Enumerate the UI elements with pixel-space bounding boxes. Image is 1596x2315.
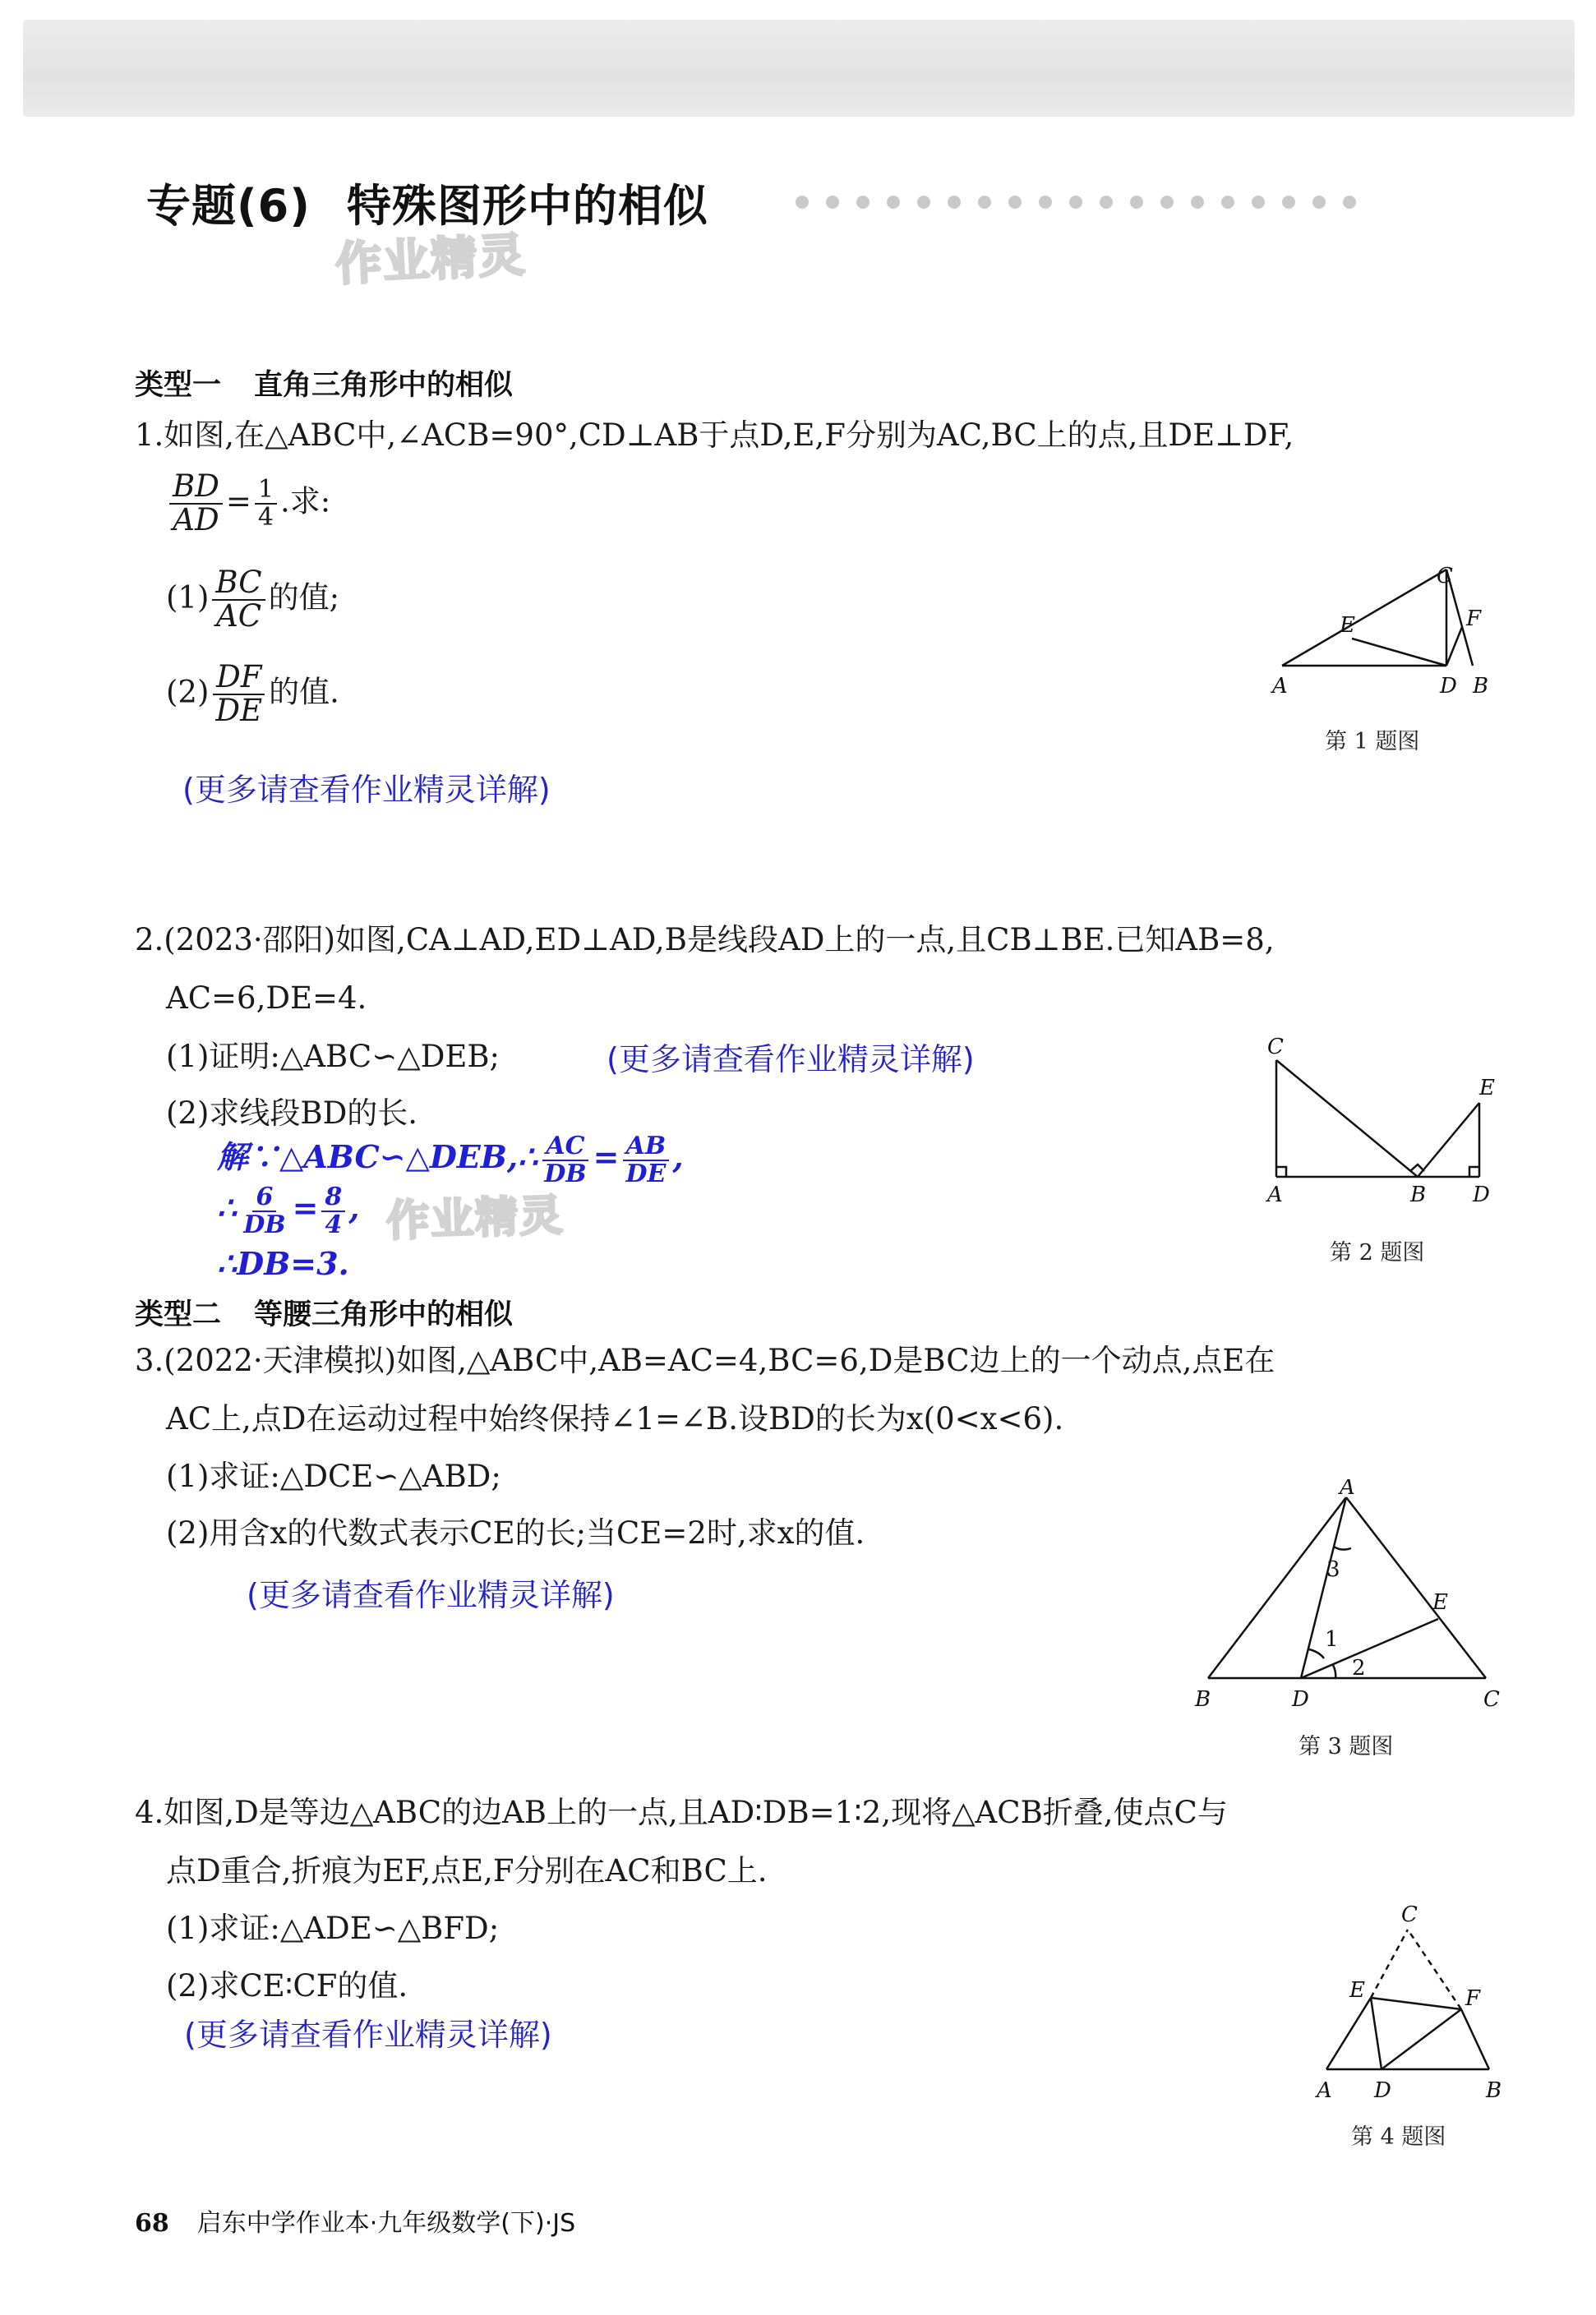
svg-text:A: A [1272,674,1288,699]
fig3-segment-de [1301,1619,1438,1678]
watermark-logo: 作业精灵 [334,228,528,293]
q2-statement-line1: 2.(2023·邵阳)如图,CA⊥AD,ED⊥AD,B是线段AD上的一点,且CB⊥BE.已知AB=8, [135,922,1275,957]
q3-part2: (2)用含x的代数式表示CE的长;当CE=2时,求x的值. [166,1515,865,1551]
svg-text:1: 1 [1325,1627,1339,1652]
svg-text:B: B [1410,1183,1427,1207]
fig3-angle-arc-3 [1334,1547,1351,1550]
book-title: 启东中学作业本·九年级数学(下)·JS [196,2209,576,2238]
q3-statement-line2: AC上,点D在运动过程中始终保持∠1=∠B.设BD的长为x(0<x<6). [166,1401,1064,1436]
q2-more-link[interactable]: (更多请查看作业精灵详解) [607,1041,975,1077]
type1-heading [135,362,513,404]
fig4-side-ae [1326,1998,1371,2069]
q4-statement-line2: 点D重合,折痕为EF,点E,F分别在AC和BC上. [166,1853,768,1888]
svg-text:D: D [1473,1183,1490,1207]
q3-part1: (1)求证:△DCE∽△ABD; [166,1459,501,1494]
svg-text:F: F [1466,606,1482,631]
figure-4 [1298,1898,1529,2104]
figure-3 [1183,1479,1512,1718]
q2-solution-line1: 解∵△ABC∽△DEB,∴ $\frac{AC}{DB}$ = $\frac{AB}{DE}$ , [217,1132,684,1188]
page-number: 68 [135,2209,169,2238]
svg-text:3: 3 [1326,1557,1340,1582]
page-footer [135,2202,575,2239]
fig1-segment-df [1446,627,1462,666]
figure-2 [1249,1035,1512,1216]
title-dots-decoration [796,196,1356,209]
fig4-segment-fd [1382,2009,1461,2069]
svg-text:C: C [1401,1902,1418,1927]
q3-statement-line1: 3.(2022·天津模拟)如图,△ABC中,AB=AC=4,BC=6,D是BC边上的一个动点,点E在 [135,1343,1275,1378]
svg-text:D: D [1292,1687,1309,1712]
svg-text:C: C [1483,1687,1500,1712]
svg-text:A: A [1340,1479,1355,1500]
type1-label: 类型一 [135,369,222,402]
fig2-right-angle-a [1276,1167,1286,1177]
title-main: 特殊图形中的相似 [346,180,708,232]
fig3-side-ac [1346,1497,1486,1678]
svg-text:F: F [1465,1986,1481,2011]
svg-text:E: E [1432,1590,1448,1615]
fig3-angle-arc-2 [1333,1665,1335,1678]
fig3-angle-arc-1 [1309,1649,1324,1658]
q2-solution-line3: ∴DB=3. [217,1245,349,1282]
figure-2-caption: 第 2 题图 [1330,1240,1425,1266]
q1-statement: 1.如图,在△ABC中,∠ACB=90°,CD⊥AB于点D,E,F分别为AC,BC上的点,且DE⊥DF, [135,417,1294,453]
fig4-fold-crease-ef [1371,1998,1461,2009]
svg-text:A: A [1317,2078,1332,2103]
svg-text:2: 2 [1352,1656,1366,1681]
svg-text:E: E [1340,613,1355,638]
fig1-segment-de [1352,639,1446,666]
q1-part2: (2) $\frac{DF}{DE}$ 的值. [166,659,339,728]
q3-more-link[interactable]: (更多请查看作业精灵详解) [247,1577,615,1613]
type1-title: 直角三角形中的相似 [254,369,514,402]
q4-more-link[interactable]: (更多请查看作业精灵详解) [184,2017,552,2053]
q4-statement-line1: 4.如图,D是等边△ABC的边AB上的一点,且AD∶DB=1∶2,现将△ACB折叠,使点C与 [135,1795,1228,1830]
fig4-side-bf [1461,2009,1489,2069]
q1-more-link[interactable]: (更多请查看作业精灵详解) [182,772,551,808]
q2-statement-line2: AC=6,DE=4. [166,980,367,1016]
svg-text:C: C [1437,564,1453,588]
svg-text:B: B [1195,1687,1211,1712]
fig2-segment-cb [1276,1060,1418,1177]
q1-part1: (1) $\frac{BC}{AC}$ 的值; [166,565,340,634]
header-band [23,20,1575,117]
svg-text:A: A [1267,1183,1283,1207]
q4-part2: (2)求CE∶CF的值. [166,1968,408,2004]
title-prefix: 专题(6) [146,180,311,232]
svg-text:B: B [1486,2078,1502,2103]
type2-label: 类型二 [135,1298,222,1331]
svg-text:C: C [1267,1035,1284,1059]
fig4-dashed-ec [1371,1930,1408,1998]
q1-given: $\frac{BD}{AD}$ = $\frac{1}{4}$ .求: [166,471,330,537]
svg-text:D: D [1440,674,1457,699]
fig2-right-angle-d [1469,1167,1479,1177]
fig4-segment-ed [1371,1998,1382,2069]
svg-text:E: E [1349,1978,1365,2003]
fig1-side-ac [1282,570,1446,666]
q2-part2: (2)求线段BD的长. [166,1095,418,1131]
svg-text:B: B [1473,674,1489,699]
type2-heading [135,1292,513,1333]
solution-watermark: 作业精灵 [385,1191,565,1247]
figure-1 [1257,563,1504,711]
svg-text:E: E [1479,1076,1495,1100]
figure-4-caption: 第 4 题图 [1351,2124,1446,2150]
fig3-segment-ad [1301,1497,1346,1678]
q1-given-value: $\frac{1}{4}$ [255,477,277,530]
fig4-dashed-fc [1408,1930,1461,2009]
q2-solution-line2: ∴ $\frac{6}{DB}$ = $\frac{8}{4}$ , [217,1183,360,1239]
q2-part1: (1)证明:△ABC∽△DEB; [166,1039,500,1074]
fig2-segment-be [1418,1103,1479,1177]
fig2-right-angle-b [1410,1164,1424,1171]
q1-given-fraction: $\frac{BD}{AD}$ [169,471,223,537]
svg-text:D: D [1374,2078,1391,2103]
figure-1-caption: 第 1 题图 [1325,729,1420,754]
q4-part1: (1)求证:△ADE∽△BFD; [166,1911,500,1946]
figure-3-caption: 第 3 题图 [1298,1734,1394,1759]
type2-title: 等腰三角形中的相似 [254,1298,514,1331]
